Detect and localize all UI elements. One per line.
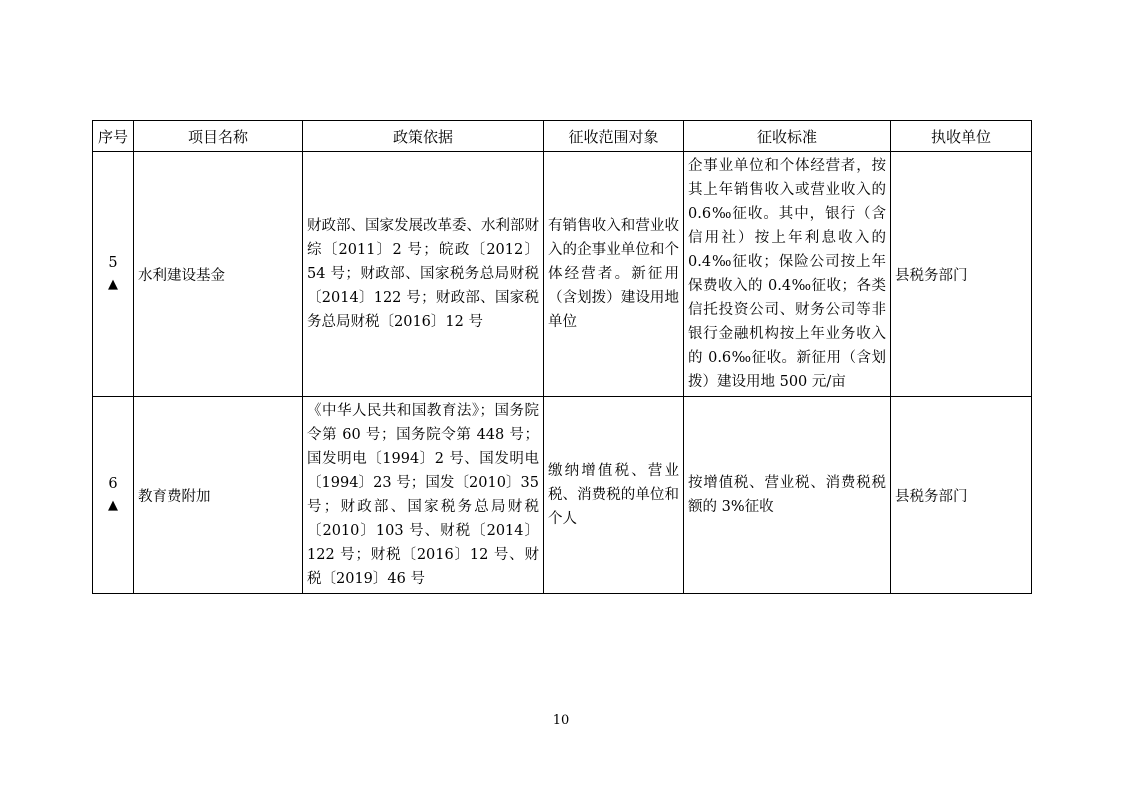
header-levy-standard: 征收标准 xyxy=(684,121,891,152)
row-item-name: 水利建设基金 xyxy=(134,152,303,397)
row-levy-scope: 有销售收入和营业收入的企事业单位和个体经营者。新征用（含划拨）建设用地单位 xyxy=(544,152,684,397)
triangle-marker-icon: ▲ xyxy=(108,498,118,513)
triangle-marker-icon: ▲ xyxy=(108,277,118,292)
row-item-name: 教育费附加 xyxy=(134,397,303,594)
table-row xyxy=(93,397,1032,594)
row-seq-number: 6 xyxy=(108,476,118,492)
table-header-row xyxy=(93,121,1032,152)
row-collecting-unit: 县税务部门 xyxy=(891,152,1032,397)
header-policy-basis: 政策依据 xyxy=(303,121,544,152)
row-levy-standard: 企事业单位和个体经营者，按其上年销售收入或营业收入的 0.6‰征收。其中，银行（含信用社）按上年利息收入的 0.4‰征收；保险公司按上年保费收入的 0.4‰征收；各类信托投资公司、财务公司等非银行金融机构按上年业务收入的 0.6‰征收。新征用（含划拨）建设用地 500 元/亩 xyxy=(684,152,891,397)
table-row xyxy=(93,152,1032,397)
page-number: 10 xyxy=(552,713,570,728)
fee-table xyxy=(92,120,1032,594)
row-seq-cell xyxy=(93,397,134,594)
row-collecting-unit: 县税务部门 xyxy=(891,397,1032,594)
row-seq-cell xyxy=(93,152,134,397)
row-levy-standard: 按增值税、营业税、消费税税额的 3%征收 xyxy=(684,397,891,594)
row-policy-basis: 《中华人民共和国教育法》；国务院令第 60 号；国务院令第 448 号；国发明电〔1994〕2 号、国发明电〔1994〕23 号；国发〔2010〕35 号；财政部、国家税务总局财税〔2010〕103 号、财税〔2014〕122 号；财税〔2016〕12 号、财税〔2019〕46 号 xyxy=(303,397,544,594)
header-levy-scope: 征收范围对象 xyxy=(544,121,684,152)
header-item-name: 项目名称 xyxy=(134,121,303,152)
header-seq: 序号 xyxy=(93,121,134,152)
row-seq-number: 5 xyxy=(108,255,118,271)
header-collecting-unit: 执收单位 xyxy=(891,121,1032,152)
row-policy-basis: 财政部、国家发展改革委、水利部财综〔2011〕2 号；皖政〔2012〕54 号；财政部、国家税务总局财税〔2014〕122 号；财政部、国家税务总局财税〔2016〕12 号 xyxy=(303,152,544,397)
row-levy-scope: 缴纳增值税、营业税、消费税的单位和个人 xyxy=(544,397,684,594)
